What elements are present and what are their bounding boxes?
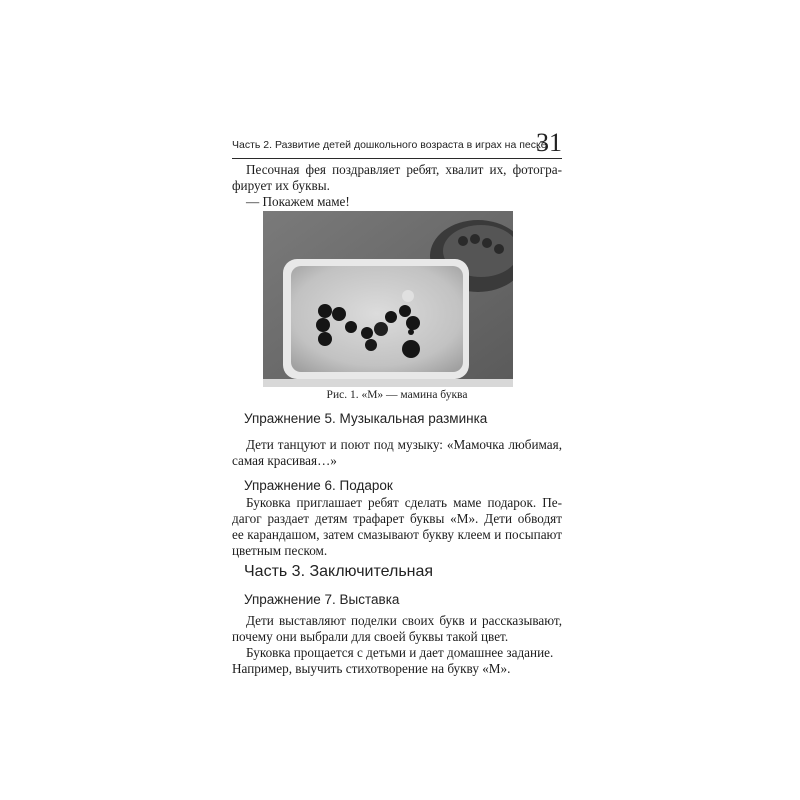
exercise-6-paragraph [232, 495, 562, 559]
text-line: дагог раздает детям трафарет буквы «М». Дети обводят [232, 511, 562, 526]
text-line: — Покажем маме! [246, 194, 350, 209]
text-line: Дети танцуют и поют под музыку: «Мамочка любимая, [246, 437, 562, 452]
photo-letter-m-in-sand [263, 211, 513, 387]
figure-caption: Рис. 1. «М» — мамина буква [326, 389, 468, 401]
running-title: Часть 2. Развитие детей дошкольного возраста в играх на песке [232, 139, 547, 151]
figure-photo [263, 211, 513, 387]
text-line: почему они выбрали для своей буквы такой цвет. [232, 629, 509, 644]
text-line: цветным песком. [232, 543, 328, 558]
text-line: Например, выучить стихотворение на букву «М». [232, 661, 511, 676]
part-3-heading: Часть 3. Заключительная [244, 563, 434, 580]
text-line: Песочная фея поздравляет ребят, хвалит их, фотогра- [246, 162, 562, 177]
exercise-7-heading: Упражнение 7. Выставка [244, 592, 400, 607]
text-line: Дети выставляют поделки своих букв и рассказывают, [246, 613, 562, 628]
exercise-5-heading: Упражнение 5. Музыкальная разминка [244, 411, 488, 426]
text-line: ее карандашом, затем смазывают букву клеем и посыпают [232, 527, 562, 542]
text-line: Буковка приглашает ребят сделать маме подарок. Пе- [246, 495, 562, 510]
text-line: самая красивая…» [232, 453, 337, 468]
exercise-7-paragraph [232, 613, 562, 677]
intro-paragraph [232, 162, 562, 210]
running-header [232, 128, 562, 159]
exercise-6-heading: Упражнение 6. Подарок [244, 478, 393, 493]
page-number: 31 [536, 128, 562, 157]
text-line: Буковка прощается с детьми и дает домашнее задание. [246, 645, 554, 660]
text-line: фирует их буквы. [232, 178, 330, 193]
exercise-5-paragraph [232, 437, 562, 469]
